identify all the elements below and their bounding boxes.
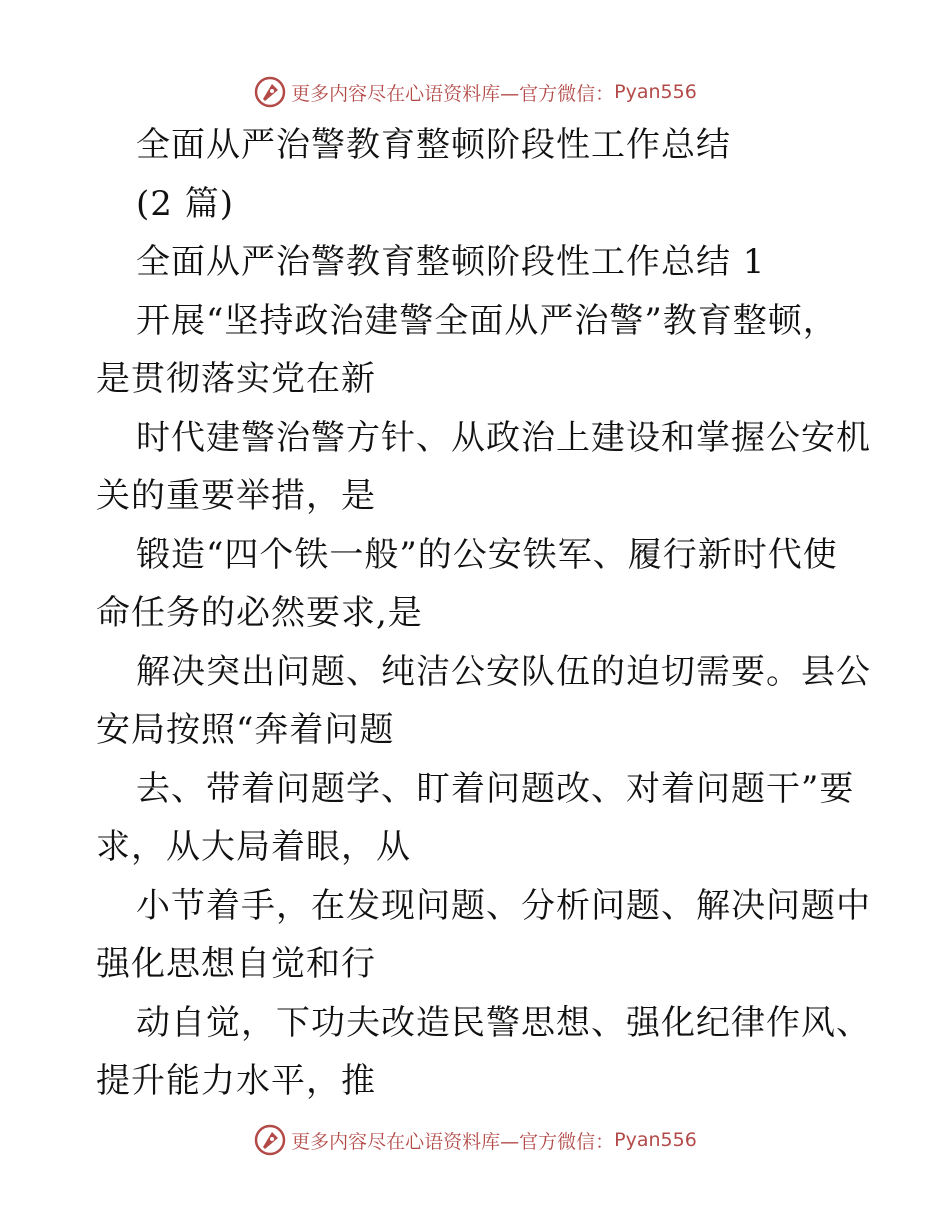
banner-text: 更多内容尽在心语资料库—官方微信：	[291, 82, 615, 105]
document-text-line: 提升能力水平，推	[96, 1061, 376, 1101]
document-text-line: 关的重要举措，是	[96, 476, 376, 516]
document-text-line: 开展“坚持政治建警全面从严治警”教育整顿，	[136, 300, 838, 341]
document-body	[96, 116, 871, 1111]
document-text-line: 求，从大局着眼，从	[96, 827, 411, 867]
document-text-line: (2 篇)	[136, 183, 234, 224]
footer-watermark-banner	[0, 1120, 950, 1160]
document-title-line: 全面从严治警教育整顿阶段性工作总结	[136, 125, 731, 165]
banner-text: 更多内容尽在心语资料库—官方微信：	[291, 1130, 615, 1153]
document-text-line: 动自觉，下功夫改造民警思想、强化纪律作风、	[136, 1002, 871, 1043]
banner-wechat-handle: Pyan556	[614, 1129, 697, 1151]
banner-wechat-handle: Pyan556	[614, 81, 697, 103]
document-text-line: 命任务的必然要求,是	[96, 593, 423, 633]
pen-nib-circle-icon	[253, 1123, 287, 1157]
document-text-line: 小节着手，在发现问题、分析问题、解决问题中	[136, 885, 871, 926]
document-text-line: 时代建警治警方针、从政治上建设和掌握公安机	[136, 417, 871, 458]
document-text-line: 是贯彻落实党在新	[96, 359, 376, 399]
document-text-line: 解决突出问题、纯洁公安队伍的迫切需要。县公	[136, 651, 871, 692]
document-text-line: 安局按照“奔着问题	[96, 710, 395, 750]
document-text-line: 去、带着问题学、盯着问题改、对着问题干”要	[136, 768, 855, 809]
document-text-line: 强化思想自觉和行	[96, 944, 376, 984]
header-watermark-banner	[0, 72, 950, 112]
pen-nib-circle-icon	[253, 75, 287, 109]
document-text-line: 全面从严治警教育整顿阶段性工作总结 1	[136, 242, 766, 282]
document-text-line: 锻造“四个铁一般”的公安铁军、履行新时代使	[136, 534, 838, 575]
